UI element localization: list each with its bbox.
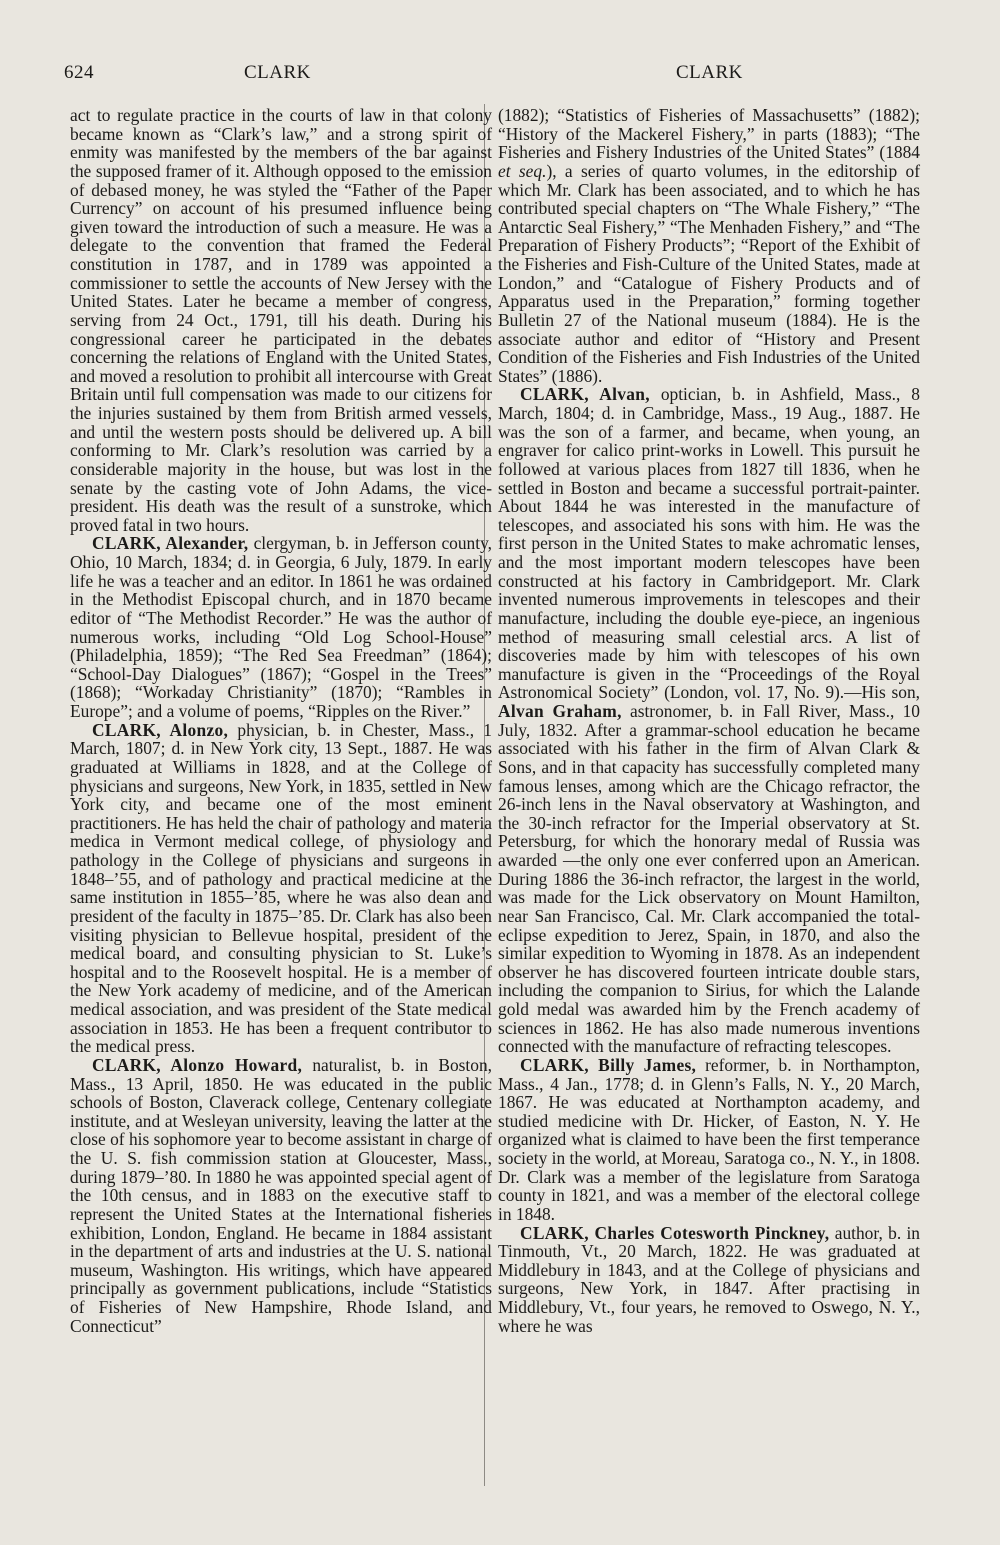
entry-text: author, b. in Tinmouth, Vt., 20 March, 1822. He was graduated at Middlebury in 1843, and at the College of physicians and surgeons, New York, in 1847. After practising in Middlebury, Vt., four years, he removed to Oswego, N. Y., where he was: [498, 1222, 920, 1336]
entry-headword: CLARK, Charles Cotesworth Pinckney,: [520, 1222, 830, 1243]
entry-clark-alonzo: [70, 721, 492, 1056]
italic-text: et seq.: [498, 160, 547, 181]
entry-clark-alexander: [70, 534, 492, 720]
entry-headword: CLARK, Alexander,: [92, 533, 249, 554]
entry-clark-alonzo-howard: [70, 1056, 492, 1335]
page-number: 624: [64, 62, 94, 83]
entry-headword: CLARK, Alonzo Howard,: [92, 1054, 303, 1075]
entry-text: optician, b. in Ashfield, Mass., 8 March, 1804; d. in Cambridge, Mass., 19 Aug., 1887. He was the son of a farmer, and became, when young, an engraver for calico print-works in Lowell. This pursuit he followed at various places from 1827 till 1836, when he settled in Boston and became a successful portrait-painter. About 1844 he was interested in the manufacture of telescopes, and associated his sons with him. He was the first person in the United States to make achromatic lenses, and the most important modern telescopes have been constructed at his factory in Cambridgeport. Mr. Clark invented numerous improvements in telescopes and their manufacture, including the double eye-piece, an ingenious method of measuring small celestial arcs. A list of discoveries made by him with telescopes of his own manufacture is given in the “Proceedings of the Royal Astronomical Society” (London, vol. 17, No. 9).—His son,: [498, 384, 920, 703]
page-header: [64, 62, 944, 92]
entry-text: naturalist, b. in Boston, Mass., 13 April, 1850. He was educated in the public schools of Boston, Claverack college, Centenary collegiate institute, and at Wesleyan university, leaving the latter at the close of his sophomore year to become assistant in charge of the U. S. fish commission station at Gloucester, Mass., during 1879–’80. In 1880 he was appointed special agent of the 10th census, and in 1883 on the executive staff to represent the United States at the International fisheries exhibition, London, England. He became in 1884 assistant in the department of arts and industries at the U. S. national museum, Washington. His writings, which have appeared principally as government publications, include “Statistics of Fisheries of New Hampshire, Rhode Island, and Connecticut”: [70, 1054, 493, 1336]
right-column: [498, 106, 920, 1335]
entry-text: astronomer, b. in Fall River, Mass., 10 July, 1832. After a grammar-school education he became associated with his father in the firm of Alvan Clark & Sons, and in that capacity has successfully completed many famous lenses, among which are the Chicago refractor, the 26-inch lens in the Naval observatory at Washington, and the 30-inch refractor for the Imperial observatory at St. Petersburg, for which the honorary medal of Russia was awarded —the only one ever conferred upon an American. During 1886 the 36-inch refractor, the largest in the world, was made for the Lick observatory on Mount Hamilton, near San Francisco, Cal. Mr. Clark accompanied the total-eclipse expedition to Jerez, Spain, in 1870, and also the similar expedition to Wyoming in 1878. As an independent observer he has discovered fourteen intricate double stars, including the companion to Sirius, for which the Lalande gold medal was awarded him by the French academy of sciences in 1862. He has also made numerous inventions connected with the manufacture of refracting telescopes.: [498, 701, 920, 1057]
entry-text: reformer, b. in Northampton, Mass., 4 Jan., 1778; d. in Glenn’s Falls, N. Y., 20 March, 1867. He was educated at Northampton academy, and studied medicine with Dr. Hicker, of Easton, N. Y. He organized what is claimed to have been the first temperance society in the world, at Moreau, Saratoga co., N. Y., in 1808. Dr. Clark was a member of the legislature from Saratoga county in 1821, and was a member of the electoral college in 1848.: [498, 1054, 920, 1224]
entry-clark-charles-cotesworth-pinckney: [498, 1224, 920, 1336]
running-head-left: CLARK: [244, 62, 311, 83]
text-run: ), a series of quarto volumes, in the editorship of which Mr. Clark has been associated, and to which he has contributed special chapters on “The Whale Fishery,” “The Antarctic Seal Fishery,” “The Menhaden Fishery,” and “The Preparation of Fishery Products”; “Report of the Exhibit of the Fisheries and Fish-Culture of the United States, made at London,” and “Catalogue of Fishery Products and of Apparatus used in the Preparation,” forming together Bulletin 27 of the National museum (1884). He is the associate author and editor of “History and Present Condition of the Fisheries and Fish Industries of the United States” (1886).: [498, 160, 920, 386]
entry-text: clergyman, b. in Jefferson county, Ohio, 10 March, 1834; d. in Georgia, 6 July, 1879. In early life he was a teacher and an editor. In 1861 he was ordained in the Methodist Episcopal church, and in 1870 became editor of “The Methodist Recorder.” He was the author of numerous works, including “Old Log School-House” (Philadelphia, 1859); “The Red Sea Freedman” (1864); “School-Day Dialogues” (1867); “Gospel in the Trees” (1868); “Workaday Christianity” (1870); “Rambles in Europe”; and a volume of poems, “Ripples on the River.”: [70, 533, 493, 721]
continued-paragraph: [498, 106, 920, 385]
left-column: [70, 106, 492, 1335]
entry-subheadword: Alvan Graham,: [498, 701, 622, 721]
entry-text: physician, b. in Chester, Mass., 1 March, 1807; d. in New York city, 13 Sept., 1887. He was graduated at Williams in 1828, and at the College of physicians and surgeons, New York, in 1835, settled in New York city, and became one of the most eminent practitioners. He has held the chair of pathology and materia medica in Vermont medical college, of physiology and pathology in the College of physicians and surgeons in 1848–’55, and of pathology and practical medicine at the same institution in 1855–’85, where he was also dean and president of the faculty in 1875–’85. Dr. Clark has also been visiting physician to Bellevue hospital, president of the medical board, and consulting physician to St. Luke’s hospital and to the Roosevelt hospital. He is a member of the New York academy of medicine, and of the American medical association, and was president of the State medical association in 1853. He has been a frequent contributor to the medical press.: [70, 719, 492, 1057]
running-head-right: CLARK: [676, 62, 743, 83]
entry-headword: CLARK, Alonzo,: [92, 719, 229, 740]
entry-headword: CLARK, Billy James,: [520, 1054, 697, 1075]
continued-paragraph: act to regulate practice in the courts of law in that colony became known as “Clark’s law,” and a strong spirit of enmity was manifested by the members of the bar against the supposed framer of it. Although opposed to the emission of debased money, he was styled the “Father of the Paper Currency” on account of his presumed influence being given toward the introduction of such a measure. He was a delegate to the convention that framed the Federal constitution in 1787, and in 1789 was appointed a commissioner to settle the accounts of New Jersey with the United States. Later he became a member of congress, serving from 24 Oct., 1791, till his death. During his congressional career he participated in the debates concerning the relations of England with the United States, and moved a resolution to prohibit all intercourse with Great Britain until full compensation was made to our citizens for the injuries sustained by them from British armed vessels, and until the western posts should be delivered up. A bill conforming to Mr. Clark’s resolution was carried by a considerable majority in the house, but was lost in the senate by the casting vote of John Adams, the vice-president. His death was the result of a sunstroke, which proved fatal in two hours.: [70, 105, 492, 535]
entry-clark-billy-james: [498, 1056, 920, 1224]
entry-clark-alvan: [498, 385, 920, 1056]
text-run: (1882); “Statistics of Fisheries of Massachusetts” (1882); “History of the Mackerel Fishery,” in parts (1883); “The Fisheries and Fishery Industries of the United States” (1884: [498, 105, 920, 163]
entry-headword: CLARK, Alvan,: [520, 384, 650, 405]
